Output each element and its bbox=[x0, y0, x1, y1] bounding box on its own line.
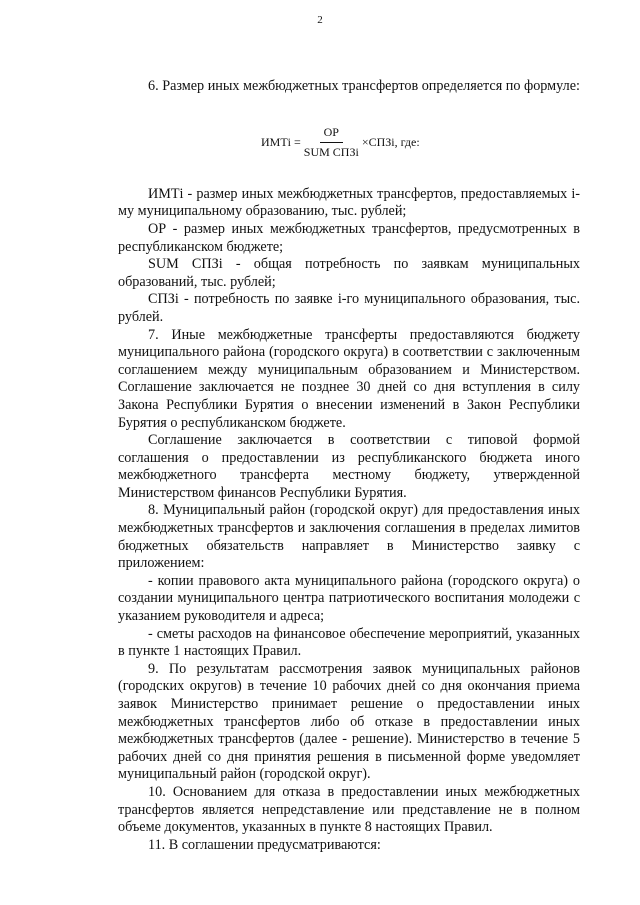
paragraph-6: 6. Размер иных межбюджетных трансфертов определяется по формуле: bbox=[148, 78, 580, 94]
formula-fraction bbox=[304, 124, 359, 162]
paragraph-agreement-form: Соглашение заключается в соответствии с типовой формой соглашения о предоставлении из республиканского бюджета иного межбюджетного трансферта местному бюджету, утвержденной Министерством финансов Республики Бурятия. bbox=[118, 432, 580, 501]
paragraph-11: 11. В соглашении предусматриваются: bbox=[148, 836, 381, 853]
page-number: 2 bbox=[317, 14, 323, 26]
formula bbox=[261, 124, 580, 162]
definition-op: ОР - размер иных межбюджетных трансфертов, предусмотренных в республиканском бюджете; bbox=[118, 220, 580, 255]
definition-spzi: СПЗi - потребность по заявке i-го муниципального образования, тыс. рублей. bbox=[118, 291, 580, 325]
list-item-legal-act: - копии правового акта муниципального района (городского округа) о создании муниципального центра патриотического воспитания молодежи с указанием руководителя и адреса; bbox=[118, 572, 580, 625]
paragraph-10: 10. Основанием для отказа в предоставлении иных межбюджетных трансфертов является непредставление или представление не в полном объеме документов, указанных в пункте 8 настоящих Правил. bbox=[118, 783, 580, 836]
list-item-estimate: - сметы расходов на финансовое обеспечение мероприятий, указанных в пункте 1 настоящих Правил. bbox=[118, 625, 580, 660]
formula-numerator: ОР bbox=[320, 124, 343, 144]
definition-imti: ИМТi - размер иных межбюджетных трансфертов, предоставляемых i-му муниципальному образованию, тыс. рублей; bbox=[118, 185, 580, 220]
formula-lhs: ИМТi = bbox=[261, 134, 301, 149]
definition-sum-spzi: SUM СПЗi - общая потребность по заявкам муниципальных образований, тыс. рублей; bbox=[118, 256, 580, 290]
paragraph-7: 7. Иные межбюджетные трансферты предоставляются бюджету муниципального района (городского округа) в соответствии с заключенным соглашением между муниципальным образованием и Министерством. Соглашение заключается не позднее 30 дней со дня вступления в силу Закона Республики Бурятия о внесении изменений в Закон Республики Бурятия о республиканском бюджете. bbox=[118, 326, 580, 431]
formula-rhs: ×СПЗi, где: bbox=[361, 134, 420, 149]
paragraph-9: 9. По результатам рассмотрения заявок муниципальных районов (городских округов) в течение 10 рабочих дней со дня окончания приема заявок Министерство принимает решение о предоставлении иных межбюджетных трансфертов либо об отказе в предоставлении иных межбюджетных трансфертов (далее - решение). Министерство в течение 5 рабочих дней со дня принятия решения в письменной форме уведомляет муниципальный район (городской округ). bbox=[118, 660, 580, 783]
paragraph-8: 8. Муниципальный район (городской округ) для предоставления иных межбюджетных трансфертов и заключения соглашения в пределах лимитов бюджетных обязательств направляет в Министерство заявку с приложением: bbox=[118, 502, 580, 572]
formula-denominator: SUM СПЗi bbox=[303, 145, 359, 160]
document-body bbox=[118, 78, 580, 854]
